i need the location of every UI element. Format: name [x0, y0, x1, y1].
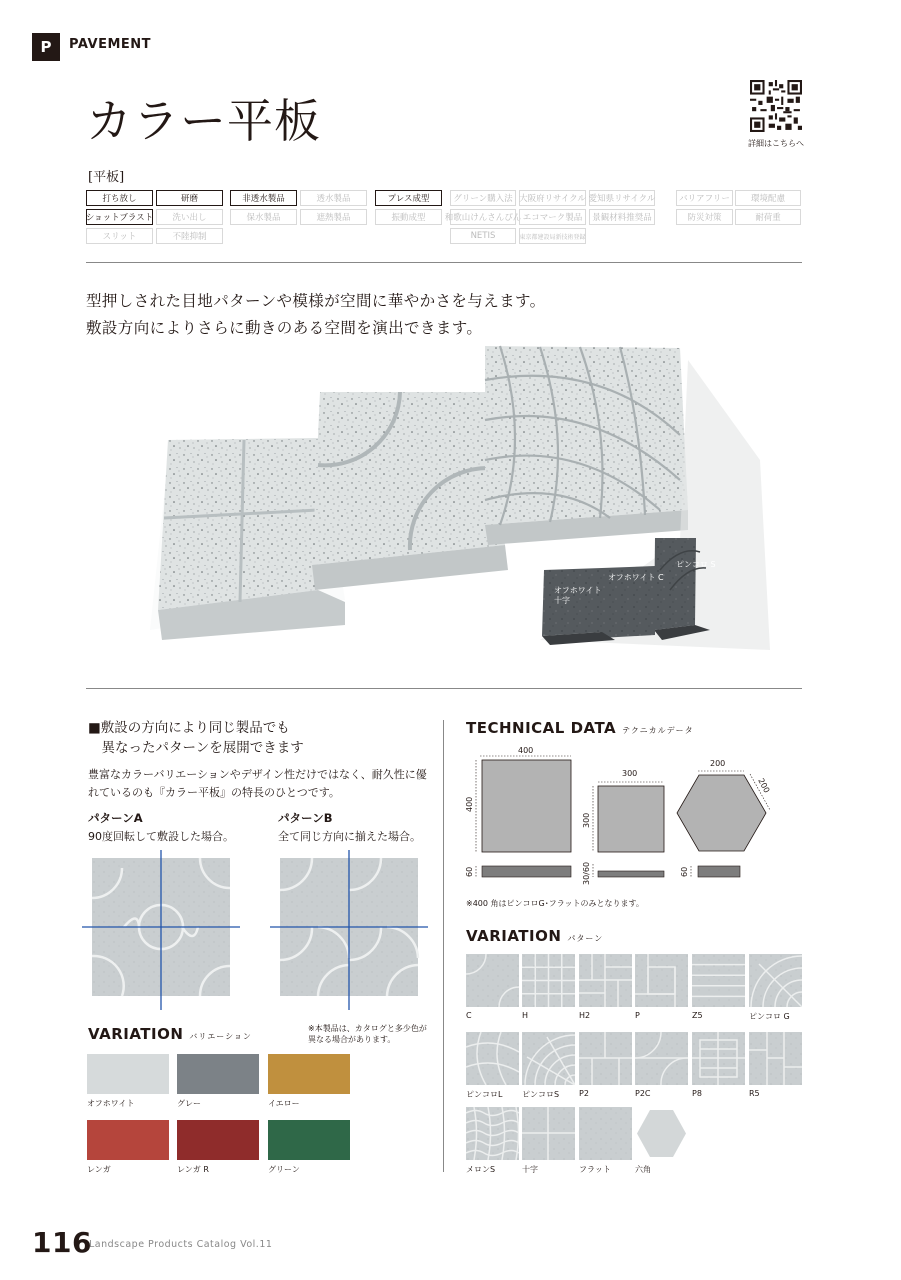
feature-tag: 東京都建設局新技術登録	[519, 228, 586, 244]
pattern-tile-label: 六角	[635, 1165, 651, 1174]
technical-data-title: TECHNICAL DATA	[466, 719, 617, 737]
page-title: カラー平板	[86, 94, 321, 148]
pattern-b-desc: 全て同じ方向に揃えた場合。	[278, 830, 421, 843]
catalog-name: Landscape Products Catalog Vol.11	[89, 1239, 273, 1250]
pattern-tile-label: メロンS	[466, 1165, 496, 1174]
feature-tag: グリーン購入法	[450, 190, 516, 206]
feature-tag: 愛知県リサイクル	[589, 190, 655, 206]
sample-label-cross-line1: オフホワイト	[554, 586, 602, 595]
feature-tag: エコマーク製品	[519, 209, 586, 225]
feature-tag: 保水製品	[230, 209, 297, 225]
pattern-tile-image	[466, 1032, 519, 1085]
technical-data-subtitle: テクニカルデータ	[622, 726, 694, 735]
pattern-tile-image	[522, 1032, 575, 1085]
pattern-tile-label: P2C	[635, 1089, 651, 1098]
feature-tag: 洗い出し	[156, 209, 223, 225]
sample-label-pincoro: ピンコロ S	[676, 560, 716, 569]
feature-tag: プレス成型	[375, 190, 442, 206]
pattern-tile-image	[466, 954, 519, 1007]
dim-300-width: 300	[622, 769, 638, 778]
pattern-b-image	[270, 850, 430, 1010]
hero-product-photo	[140, 340, 780, 670]
feature-tag: 不陸抑制	[156, 228, 223, 244]
feature-heading	[88, 718, 304, 758]
feature-tag: バリアフリー	[676, 190, 733, 206]
pattern-tile-image	[749, 1032, 802, 1085]
feature-heading-line2: 異なったパターンを展開できます	[88, 740, 304, 756]
dim-300-thickness: 30/60	[582, 861, 591, 885]
pattern-variation-subtitle: パターン	[567, 934, 604, 943]
pattern-tile-label: ピンコロ G	[749, 1012, 790, 1021]
dim-400-height: 400	[465, 796, 474, 812]
pattern-tile-label: ピンコロS	[522, 1090, 560, 1099]
color-swatch-label: イエロー	[268, 1099, 300, 1108]
lead-text	[86, 288, 546, 342]
feature-tag: 透水製品	[300, 190, 367, 206]
pattern-tile-image	[749, 954, 802, 1007]
color-swatch	[177, 1120, 259, 1160]
feature-tag: 非透水製品	[230, 190, 297, 206]
pattern-a-desc: 90度回転して敷設した場合。	[88, 830, 234, 843]
section-label: PAVEMENT	[69, 37, 152, 52]
pattern-tile-image	[522, 1107, 575, 1160]
pattern-b-title: パターンB	[278, 811, 333, 825]
color-note-line1: ※本製品は、カタログと多少色が	[308, 1024, 427, 1033]
pattern-tile-label: Z5	[692, 1011, 703, 1020]
category-label: [平板]	[88, 170, 125, 185]
color-swatch-label: オフホワイト	[87, 1099, 135, 1108]
dim-300-height: 300	[582, 812, 591, 828]
color-swatch-label: レンガ	[87, 1165, 111, 1174]
column-divider	[443, 720, 444, 1172]
pattern-tile-image	[692, 954, 745, 1007]
feature-tag: 景観材料推奨品	[589, 209, 655, 225]
pattern-tile-image	[579, 1107, 632, 1160]
color-note-line2: 異なる場合があります。	[308, 1035, 396, 1044]
color-swatch	[87, 1120, 169, 1160]
sample-label-cross	[554, 586, 602, 606]
color-swatch-label: グリーン	[268, 1165, 300, 1174]
color-swatch-label: グレー	[177, 1099, 201, 1108]
color-swatch	[268, 1054, 350, 1094]
hero-illustration	[140, 340, 780, 670]
color-swatch	[177, 1054, 259, 1094]
feature-tag: 研磨	[156, 190, 223, 206]
technical-note: ※400 角はピンコロG･フラットのみとなります。	[466, 899, 644, 908]
lead-line-2: 敷設方向によりさらに動きのある空間を演出できます。	[86, 319, 483, 337]
dim-400-thickness: 60	[465, 866, 474, 877]
color-swatch	[87, 1054, 169, 1094]
feature-tag: ショットブラスト	[86, 209, 153, 225]
qr-code-icon[interactable]	[750, 80, 802, 132]
feature-tag: 環境配慮	[735, 190, 801, 206]
qr-caption: 詳細はこちらへ	[748, 139, 804, 148]
pattern-tile-image	[522, 954, 575, 1007]
pattern-tile-image	[579, 954, 632, 1007]
pattern-tile-image	[635, 954, 688, 1007]
divider	[86, 688, 802, 689]
pattern-a-image	[82, 850, 242, 1010]
feature-tag: 大阪府リサイクル	[519, 190, 586, 206]
pattern-tile-label: P	[635, 1011, 640, 1020]
dim-400-width: 400	[518, 746, 534, 755]
pattern-tile-label: H	[522, 1011, 529, 1020]
color-variation-title: VARIATION	[88, 1025, 184, 1043]
pattern-tile-label: P2	[579, 1089, 589, 1098]
technical-data-heading	[466, 718, 694, 737]
feature-tag: 防災対策	[676, 209, 733, 225]
dim-hex-thickness: 60	[680, 866, 689, 877]
sample-label-cross-line2: 十字	[554, 596, 570, 605]
pattern-tile-image	[635, 1107, 688, 1160]
feature-tag: 遮熱製品	[300, 209, 367, 225]
pattern-tile-label: H2	[579, 1011, 591, 1020]
lead-line-1: 型押しされた目地パターンや模様が空間に華やかさを与えます。	[86, 292, 546, 310]
pattern-tile-label: ピンコロL	[466, 1090, 503, 1099]
pattern-tile-label: 十字	[522, 1165, 538, 1174]
feature-tag: 和歌山けんさんぴん	[450, 209, 516, 225]
feature-tag: 打ち放し	[86, 190, 153, 206]
feature-tag: 振動成型	[375, 209, 442, 225]
sample-label-c: オフホワイト C	[608, 573, 664, 582]
feature-tags	[86, 190, 806, 248]
pattern-tile-image	[692, 1032, 745, 1085]
feature-tag: スリット	[86, 228, 153, 244]
feature-tag: 耐荷重	[735, 209, 801, 225]
pattern-tile-label: フラット	[579, 1165, 611, 1174]
feature-body: 豊富なカラーバリエーションやデザイン性だけではなく、耐久性に優れているのも『カラー平板』の特長のひとつです。	[88, 768, 427, 799]
pattern-a-title: パターンA	[88, 811, 143, 825]
pattern-tile-label: C	[466, 1011, 472, 1020]
section-badge: P	[32, 33, 60, 61]
pattern-variation-title: VARIATION	[466, 927, 562, 945]
color-swatch-label: レンガ R	[177, 1165, 209, 1174]
pattern-tile-image	[579, 1032, 632, 1085]
technical-drawing	[462, 740, 802, 890]
dim-hex-side-a: 200	[710, 759, 726, 768]
divider	[86, 262, 802, 263]
pattern-variation-heading	[466, 926, 603, 945]
pattern-tile-label: P8	[692, 1089, 702, 1098]
feature-heading-line1: ■敷設の方向により同じ製品でも	[88, 720, 290, 736]
feature-tag: NETIS	[450, 228, 516, 244]
color-variation-subtitle: バリエーション	[189, 1032, 252, 1041]
pattern-tile-image	[466, 1107, 519, 1160]
pattern-tile-image	[635, 1032, 688, 1085]
dim-hex-side-b: 200	[756, 776, 772, 795]
color-swatch	[268, 1120, 350, 1160]
color-variation-note	[308, 1023, 438, 1045]
color-variation-heading	[88, 1024, 252, 1043]
pattern-tile-label: R5	[749, 1089, 760, 1098]
page-number: 116	[32, 1226, 92, 1259]
